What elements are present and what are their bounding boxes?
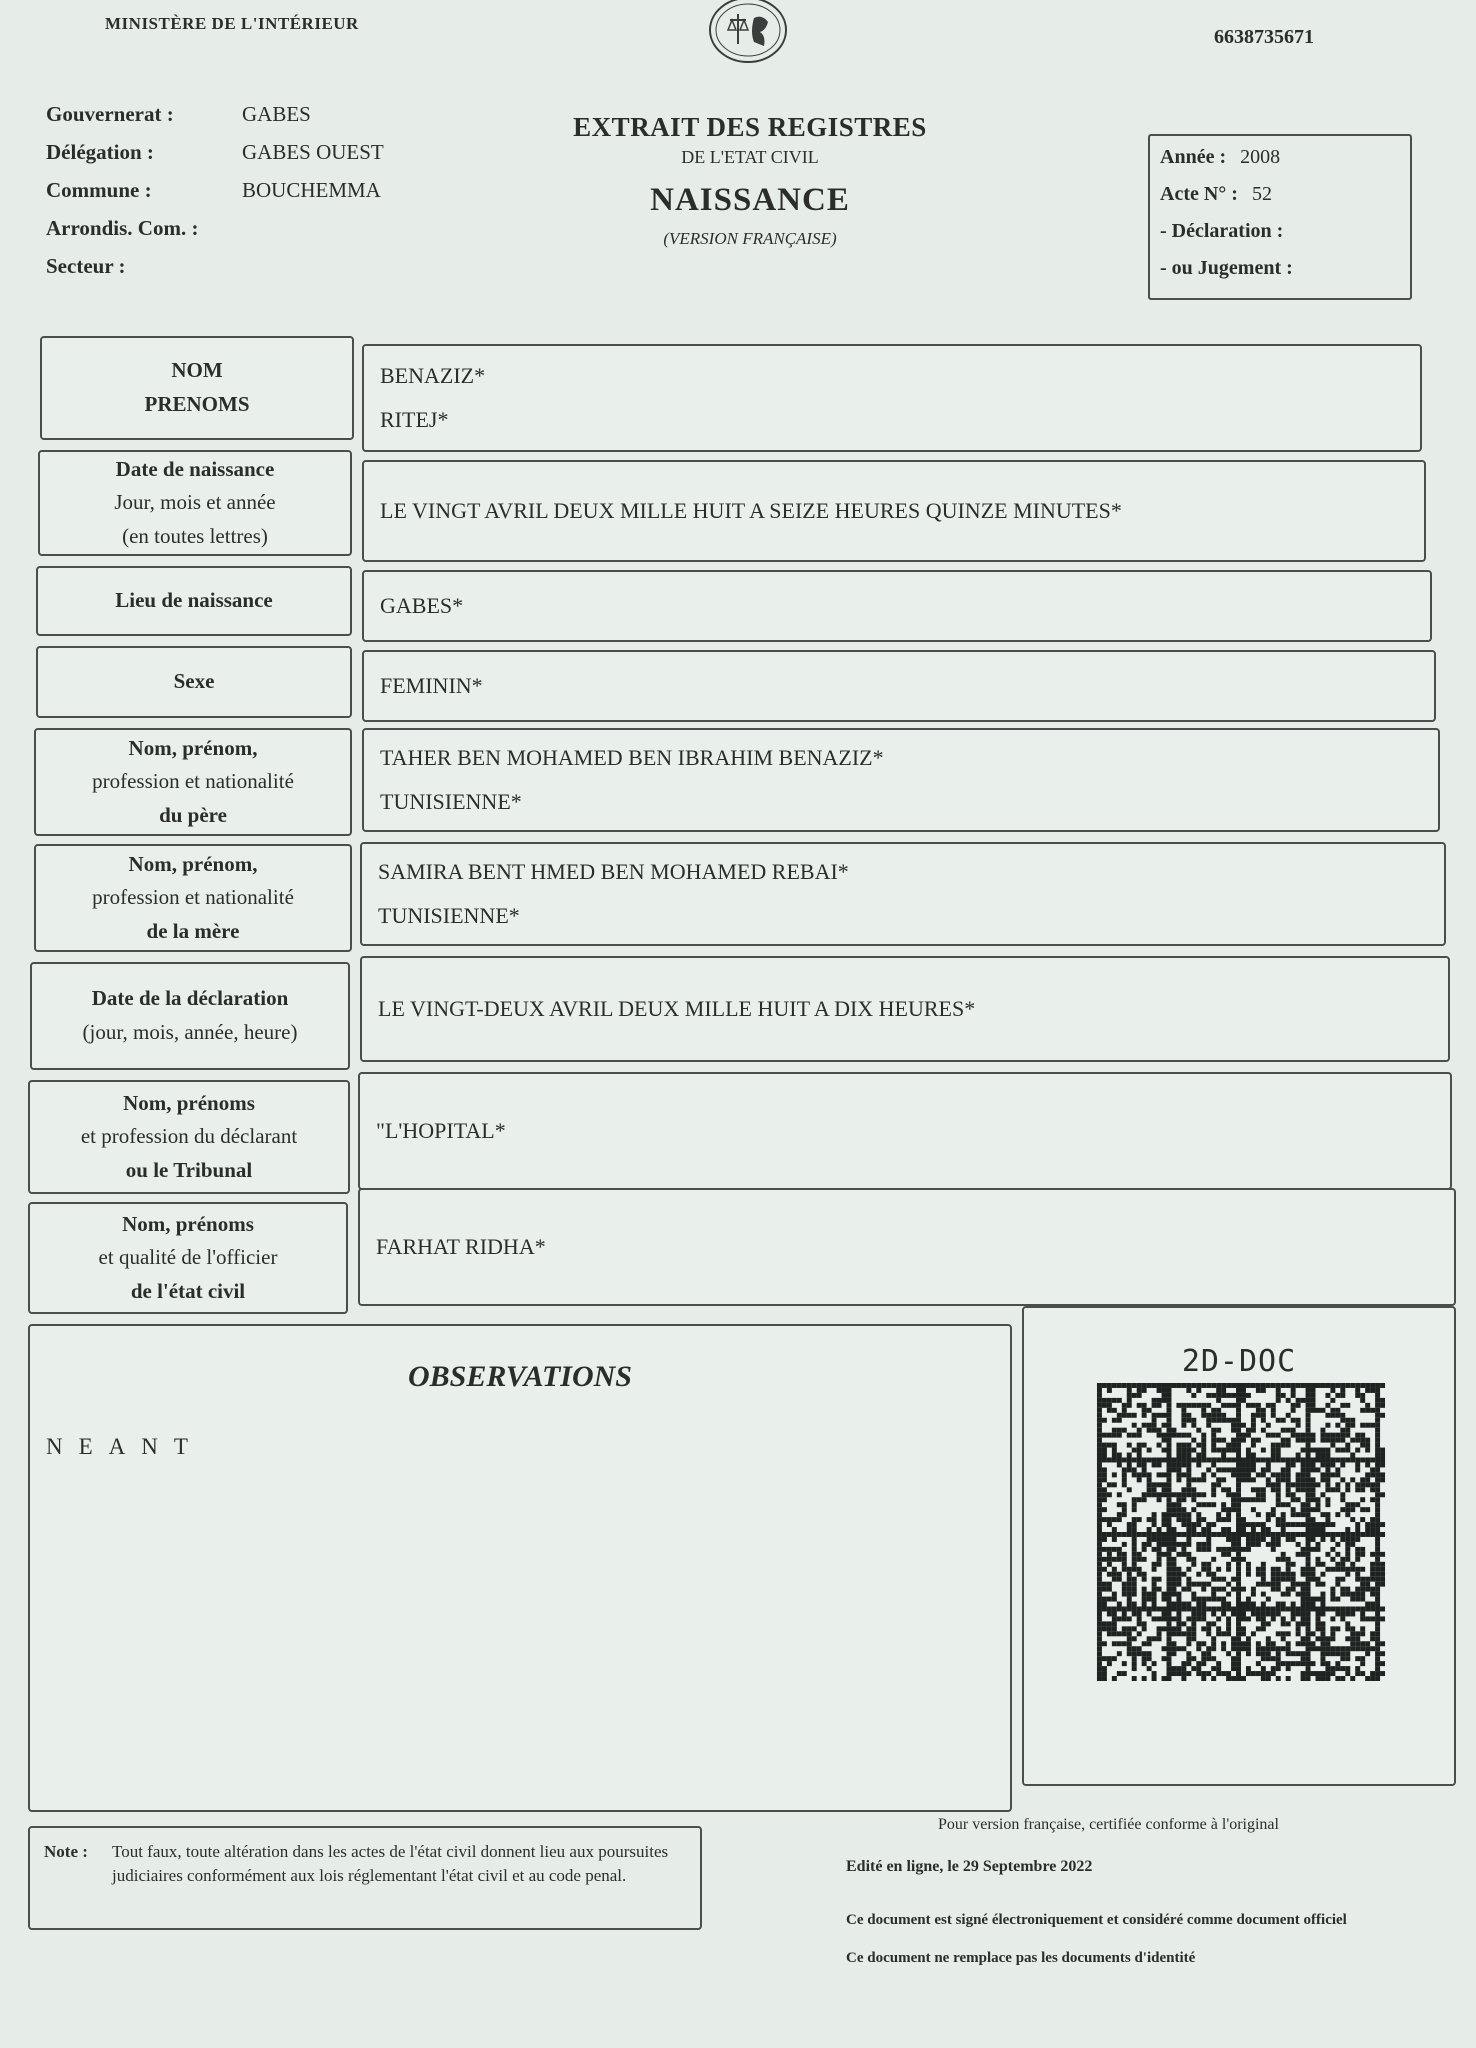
certified-text: Pour version française, certifiée conforme à l'original [938, 1816, 1279, 1833]
document-number: 6638735671 [1214, 26, 1314, 48]
jugement-label: - ou Jugement : [1160, 257, 1293, 279]
label-officier: Nom, prénoms et qualité de l'officier de l'état civil [28, 1202, 348, 1314]
acte-value: 52 [1251, 183, 1272, 205]
note-label: Note : [44, 1842, 88, 1861]
title-sub: DE L'ETAT CIVIL [681, 147, 819, 167]
note-text: Tout faux, toute altération dans les actes de l'état civil donnent lieu aux poursuites judiciaires conformément aux lois réglementant l'état civil et au code penal. [112, 1842, 669, 1885]
header-field-delegation: Délégation : GABES OUEST [46, 140, 384, 164]
header-field-secteur: Secteur : [46, 254, 126, 278]
header-field-commune: Commune : BOUCHEMMA [46, 178, 381, 202]
annee-label: Année : [1160, 146, 1227, 168]
value-nom-prenoms: BENAZIZ* RITEJ* [362, 344, 1422, 452]
doc2d-label: 2D-DOC [1181, 1344, 1297, 1379]
label-nom-prenoms: NOM PRENOMS [40, 336, 354, 440]
declaration-label: - Déclaration : [1160, 220, 1284, 242]
value-sexe: FEMININ* [362, 650, 1436, 722]
value-pere: TAHER BEN MOHAMED BEN IBRAHIM BENAZIZ* TUNISIENNE* [362, 728, 1440, 832]
observations-box [28, 1324, 1012, 1812]
value-declarant: "L'HOPITAL* [358, 1072, 1452, 1190]
value-date-declaration: LE VINGT-DEUX AVRIL DEUX MILLE HUIT A DIX HEURES* [360, 956, 1450, 1062]
value-lieu-naissance: GABES* [362, 570, 1432, 642]
acte-label: Acte N° : [1160, 183, 1238, 205]
label-date-declaration: Date de la déclaration (jour, mois, année, heure) [30, 962, 350, 1070]
doc2d-box [1022, 1306, 1456, 1786]
document-title [530, 112, 970, 249]
edited-date: Edité en ligne, le 29 Septembre 2022 [846, 1858, 1093, 1875]
label-date-naissance: Date de naissance Jour, mois et année (en toutes lettres) [38, 450, 352, 556]
not-replace-text: Ce document ne remplace pas les documents d'identité [846, 1950, 1196, 1966]
label-sexe: Sexe [36, 646, 352, 718]
ministry-name: MINISTÈRE DE L'INTÉRIEUR [105, 14, 359, 33]
title-version: (VERSION FRANÇAISE) [663, 229, 837, 248]
label-mere: Nom, prénom, profession et nationalité de la mère [34, 844, 352, 952]
observations-title: OBSERVATIONS [408, 1360, 632, 1393]
header-field-gouvernerat: Gouvernerat : GABES [46, 102, 311, 126]
registry-box [1148, 134, 1412, 300]
observations-text: NEANT [46, 1434, 204, 1459]
signed-text: Ce document est signé électroniquement et considéré comme document officiel [846, 1912, 1347, 1928]
label-lieu-naissance: Lieu de naissance [36, 566, 352, 636]
title-main: EXTRAIT DES REGISTRES [573, 112, 927, 142]
note-box [28, 1826, 702, 1930]
value-date-naissance: LE VINGT AVRIL DEUX MILLE HUIT A SEIZE HEURES QUINZE MINUTES* [362, 460, 1426, 562]
annee-value: 2008 [1240, 146, 1281, 168]
value-officier: FARHAT RIDHA* [358, 1188, 1456, 1306]
value-mere: SAMIRA BENT HMED BEN MOHAMED REBAI* TUNISIENNE* [360, 842, 1446, 946]
label-pere: Nom, prénom, profession et nationalité du père [34, 728, 352, 836]
label-declarant: Nom, prénoms et profession du déclarant ou le Tribunal [28, 1080, 350, 1194]
header-field-arrondissement: Arrondis. Com. : [46, 216, 199, 240]
coat-of-arms-icon [706, 0, 790, 66]
datamatrix-code-icon [1096, 1383, 1386, 1681]
title-type: NAISSANCE [650, 182, 850, 218]
